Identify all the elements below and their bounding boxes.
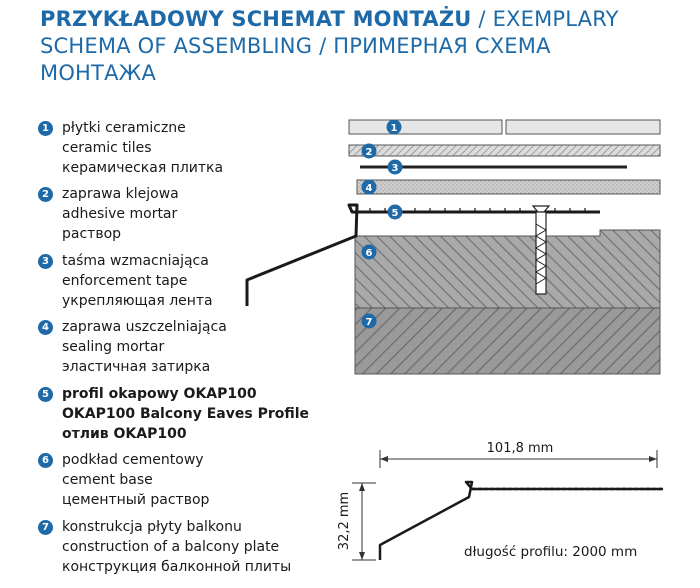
legend-ru: конструкция балконной плиты: [62, 559, 292, 575]
svg-text:5: 5: [391, 208, 399, 219]
height-dimension-label: 32,2 mm: [337, 491, 352, 551]
legend-pl: konstrukcja płyty balkonu: [62, 519, 242, 535]
title-line-3: МОНТАЖА: [40, 61, 157, 85]
layer-badge-7: [362, 314, 377, 329]
legend-ru: отлив OKAP100: [62, 426, 187, 442]
legend-badge-7: 7: [38, 520, 53, 535]
tile-left: [349, 120, 502, 134]
cement-base-layer: [355, 230, 660, 308]
legend-ru: керамическая плитка: [62, 160, 224, 176]
legend-en: adhesive mortar: [62, 206, 178, 222]
svg-text:1: 1: [390, 123, 398, 134]
legend-pl: płytki ceramiczne: [62, 120, 186, 136]
svg-text:6: 6: [365, 248, 373, 259]
legend-ru: укрепляющая лента: [62, 293, 213, 309]
legend-ru: эластичная затирка: [62, 359, 211, 375]
legend-badge-1: 1: [38, 121, 53, 136]
layer-badge-5: [388, 205, 403, 220]
layer-badge-6: [362, 245, 377, 260]
tile-right: [506, 120, 660, 134]
legend-pl: zaprawa klejowa: [62, 186, 179, 202]
svg-text:3: 3: [391, 163, 399, 174]
layer-badge-3: [388, 160, 403, 175]
legend-en: cement base: [62, 472, 153, 488]
layer-badge-2: [362, 144, 377, 159]
title-rest: / EXEMPLARY: [471, 7, 619, 31]
legend-en: OKAP100 Balcony Eaves Profile: [62, 406, 310, 422]
legend-en: enforcement tape: [62, 273, 188, 289]
legend-ru: цементный раствор: [62, 492, 210, 508]
balcony-plate-layer: [355, 308, 660, 374]
width-dimension-label: 101,8 mm: [486, 441, 554, 456]
legend-badge-2: 2: [38, 187, 53, 202]
legend-pl: taśma wzmacniająca: [62, 253, 209, 269]
legend-pl: podkład cementowy: [62, 452, 204, 468]
legend-badge-3: 3: [38, 254, 53, 269]
svg-text:7: 7: [365, 317, 373, 328]
legend-pl: zaprawa uszczelniająca: [62, 319, 227, 335]
layer-badge-4: [362, 180, 377, 195]
legend-badge-5: 5: [38, 387, 53, 402]
svg-text:4: 4: [365, 183, 373, 194]
profile-length-label: długość profilu: 2000 mm: [464, 544, 638, 560]
title-line-2: SCHEMA OF ASSEMBLING / ПРИМЕРНАЯ СХЕМА: [40, 34, 551, 58]
legend-en: construction of a balcony plate: [62, 539, 280, 555]
legend-en: sealing mortar: [62, 339, 165, 355]
adhesive-mortar-layer: [349, 145, 660, 156]
legend-en: ceramic tiles: [62, 140, 152, 156]
title-bold: PRZYKŁADOWY SCHEMAT MONTAŻU: [40, 7, 472, 31]
legend-badge-4: 4: [38, 320, 53, 335]
sealing-mortar-layer: [357, 180, 660, 194]
anchor-screw-icon: [533, 206, 549, 294]
legend-ru: раствор: [62, 226, 122, 242]
svg-text:2: 2: [365, 147, 373, 158]
legend-pl: profil okapowy OKAP100: [62, 386, 257, 402]
legend-badge-6: 6: [38, 453, 53, 468]
layer-badge-1: [387, 120, 402, 135]
